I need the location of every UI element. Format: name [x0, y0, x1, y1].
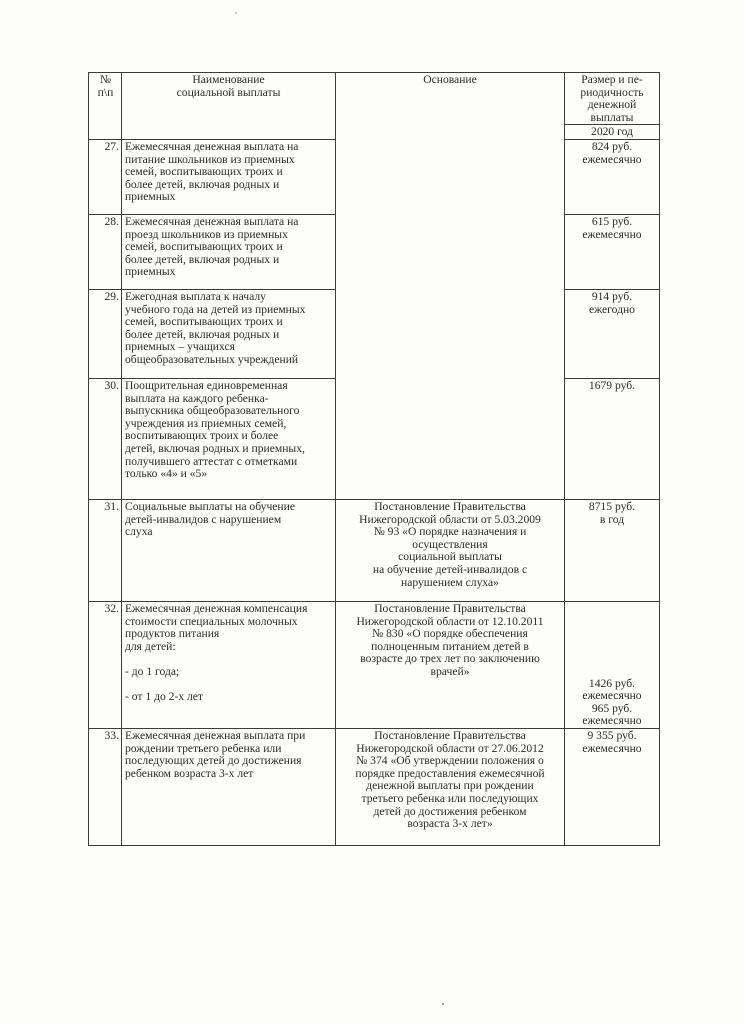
row-name: Ежемесячная денежная компенсация стоимости специальных молочных продуктов питания для детей: - до 1 года; - от 1 до 2-х лет — [122, 601, 336, 728]
row-size: 9 355 руб. ежемесячно — [565, 728, 660, 845]
row-num: 29. — [89, 289, 122, 378]
row-num: 31. — [89, 499, 122, 601]
row-num: 27. — [89, 139, 122, 214]
header-num: № п\п — [89, 73, 122, 140]
header-basis — [336, 73, 565, 500]
row-name: Социальные выплаты на обучение детей-инвалидов с нарушением слуха — [122, 499, 336, 601]
row-basis: Постановление Правительства Нижегородской области от 27.06.2012 № 374 «Об утверждении положения о порядке предоставления ежемесячной денежной выплаты при рождении третьего ребенка или последующих детей до достижения ребенком возраста 3-х лет» — [336, 728, 565, 845]
header-year: 2020 год — [565, 125, 660, 140]
table-row — [89, 728, 660, 845]
header-name: Наименование социальной выплаты — [122, 73, 336, 140]
header-size: Размер и пе- риодичность денежной выплаты — [565, 73, 660, 125]
row-size: 914 руб. ежегодно — [565, 289, 660, 378]
row-size: 615 руб. ежемесячно — [565, 214, 660, 289]
row-size: 1679 руб. — [565, 378, 660, 499]
table-row — [89, 499, 660, 601]
row-num: 33. — [89, 728, 122, 845]
table-header-row — [89, 73, 660, 125]
row-size: 824 руб. ежемесячно — [565, 139, 660, 214]
row-size: 8715 руб. в год — [565, 499, 660, 601]
row-name: Ежегодная выплата к началу учебного года на детей из приемных семей, воспитывающих троих и более детей, включая родных и приемных – учащихся общеобразовательных учреждений — [122, 289, 336, 378]
social-payments-table — [88, 72, 660, 846]
row-size: 1426 руб. ежемесячно 965 руб. ежемесячно — [565, 601, 660, 728]
row-name: Ежемесячная денежная выплата при рождении третьего ребенка или последующих детей до достижения ребенком возраста 3-х лет — [122, 728, 336, 845]
row-num: 30. — [89, 378, 122, 499]
row-name: Поощрительная единовременная выплата на каждого ребенка- выпускника общеобразовательного учреждения из приемных семей, воспитывающих троих и более детей, включая родных и приемных, получившего аттестат с отметками только «4» и «5» — [122, 378, 336, 499]
scan-speck — [235, 12, 237, 14]
header-basis-label: Основание — [423, 73, 477, 86]
row-num: 32. — [89, 601, 122, 728]
row-basis: Постановление Правительства Нижегородской области от 12.10.2011 № 830 «О порядке обеспечения полноценным питанием детей в возрасте до трех лет по заключению врачей» — [336, 601, 565, 728]
row-name: Ежемесячная денежная выплата на проезд школьников из приемных семей, воспитывающих троих и более детей, включая родных и приемных — [122, 214, 336, 289]
row-name: Ежемесячная денежная выплата на питание школьников из приемных семей, воспитывающих троих и более детей, включая родных и приемных — [122, 139, 336, 214]
row-num: 28. — [89, 214, 122, 289]
scan-speck — [442, 1003, 444, 1005]
table-row — [89, 601, 660, 728]
row-basis: Постановление Правительства Нижегородской области от 5.03.2009 № 93 «О порядке назначения и осуществления социальной выплаты на обучение детей-инвалидов с нарушением слуха» — [336, 499, 565, 601]
